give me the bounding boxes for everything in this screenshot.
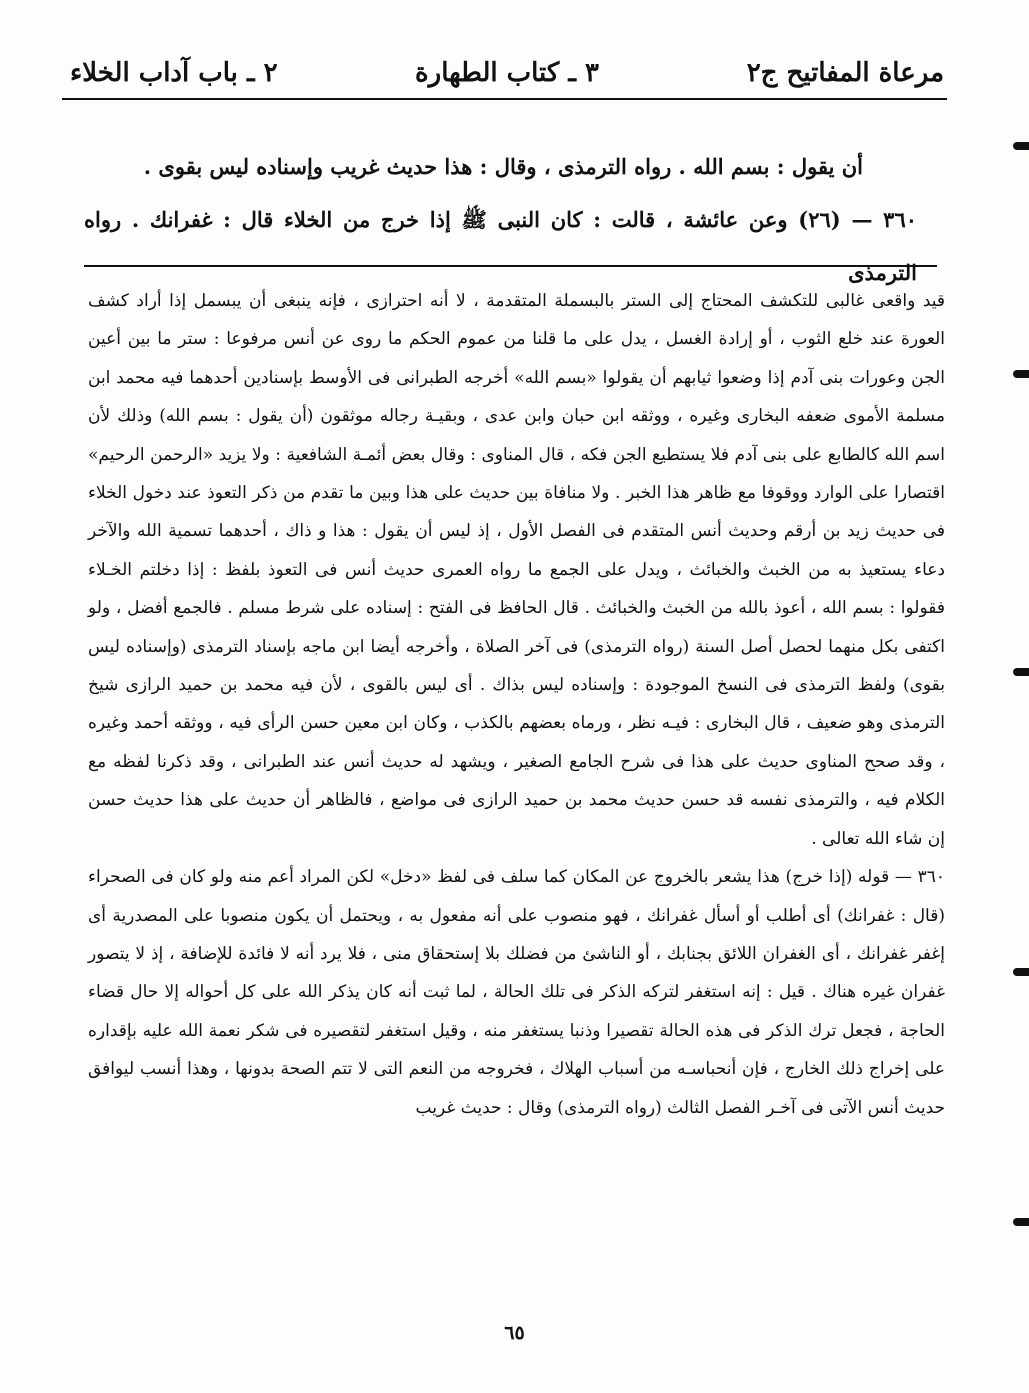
commentary-section (88, 282, 945, 1127)
commentary-paragraph-1: قيد واقعى غالبى للتكشف المحتاج إلى الستر بالبسملة المتقدمة ، لا أنه احترازى ، فإنه ينبغى أن يبسمل إذا أراد كشف العورة عند خلع الثوب ، أو إرادة الغسل ، يدل على ما قلنا من عموم الحكم ما روى عن أنس مرفوعا : ستر ما بين أعين الجن وعورات بنى آدم إذا وضعوا ثيابهم أن يقولوا «بسم الله» أخرجه الطبرانى فى الأوسط بإسنادين أحدهما فيه محمد ابن مسلمة الأموى ضعفه البخارى وغيره ، ووثقه ابن حبان وابن عدى ، وبقيـة رجاله موثقون (أن يقول : بسم الله) وذلك لأن اسم الله كالطابع على بنى آدم فلا يستطيع الجن فكه ، قال المناوى : وقال بعض أئمـة الشافعية : ولا يزيد «الرحمن الرحيم» اقتصارا على الوارد ووقوفا مع ظاهر هذا الخبر . ولا منافاة بين حديث على هذا وبين ما تقدم من ذكر التعوذ عند دخول الخلاء فى حديث زيد بن أرقم وحديث أنس المتقدم فى الفصل الأول ، إذ ليس أن يقول : هذا و ذاك ، أحدهما تسمية الله والآخر دعاء يستعيذ به من الخبث والخبائث ، ويدل على الجمع ما رواه العمرى حديث أنس فى التعوذ بلفظ : إذا دخلتم الخـلاء فقولوا : بسم الله ، أعوذ بالله من الخبث والخبائث . قال الحافظ فى الفتح : إسناده على شرط مسلم . فالجمع أفضل ، ولو اكتفى بكل منهما لحصل أصل السنة (رواه الترمذى) فى آخر الصلاة ، وأخرجه أيضا ابن ماجه بإسناد الترمذى (وإسناده ليس بقوى) ولفظ الترمذى فى النسخ الموجودة : وإسناده ليس بذاك . أى ليس بالقوى ، لأن فيه محمد بن حميد الرازى شيخ الترمذى وهو ضعيف ، قال البخارى : فيـه نظر ، ورماه بعضهم بالكذب ، وكان ابن معين حسن الرأى فيه ، ووثقه أحمد وغيره ، وقد صحح المناوى حديث على هذا فى شرح الجامع الصغير ، ويشهد له حديث أنس عند الطبرانى ، وقد ذكرنا لفظه مع الكلام فيه ، والترمذى نفسه قد حسن حديث محمد بن حميد الرازى فى مواضع ، فالظاهر أن حديث على هذا حديث حسن إن شاء الله تعالى . (88, 291, 945, 849)
page-number: ٦٥ (504, 1322, 525, 1344)
footnote-separator (84, 265, 937, 267)
scan-edge-mark (1013, 668, 1029, 676)
main-text-line-2: ٣٦٠ — (٢٦) وعن عائشة ، قالت : كان النبى ﷺ إذا خرج من الخلاء قال : غفرانك . رواه الترمذى (84, 207, 918, 285)
running-header (70, 52, 944, 98)
header-rule (62, 98, 947, 100)
scan-edge-mark (1013, 968, 1029, 976)
header-book-title: مرعاة المفاتيح ج٢ (746, 58, 944, 88)
header-kitab: ٣ ـ كتاب الطهارة (415, 58, 599, 88)
scan-edge-mark (1013, 1218, 1029, 1226)
header-bab: ٢ ـ باب آداب الخلاء (70, 58, 278, 88)
commentary-paragraph-2: ٣٦٠ — قوله (إذا خرج) هذا يشعر بالخروج عن المكان كما سلف فى لفظ «دخل» لكن المراد أعم منه ولو كان فى الصحراء (قال : غفرانك) أى أطلب أو أسأل غفرانك ، فهو منصوب على أنه مفعول به ، ويحتمل أن يكون منصوبا على المصدرية أى إغفر غفرانك ، أى الغفران اللائق بجنابك ، أو الناشئ من فضلك بلا إستحقاق منى ، فلا يرد أنه لا فائدة للإضافة ، إذ لا يتصور غفران غيره هناك . قيل : إنه استغفر لتركه الذكر فى تلك الحالة ، لما ثبت أنه كان يذكر الله على كل أحواله إلا حال قضاء الحاجة ، فجعل ترك الذكر فى هذه الحالة تقصيرا وذنبا يستغفر منه ، وقيل استغفر لتقصيره فى شكر نعمة الله عليه بإقداره على إخراج ذلك الخارج ، فإن أنحباسـه من أسباب الهلاك ، فخروجه من النعم التى لا تتم الصحة بدونها ، وهذا أنسب ليوافق حديث أنس الآتى فى آخـر الفصل الثالث (رواه الترمذى) وقال : حديث غريب (88, 867, 945, 1118)
main-text-line-1: أن يقول : بسم الله . رواه الترمذى ، وقال : هذا حديث غريب وإسناده ليس بقوى . (143, 154, 863, 179)
scan-edge-mark (1013, 142, 1029, 150)
hadith-main-text (84, 140, 917, 299)
scan-edge-mark (1013, 370, 1029, 378)
